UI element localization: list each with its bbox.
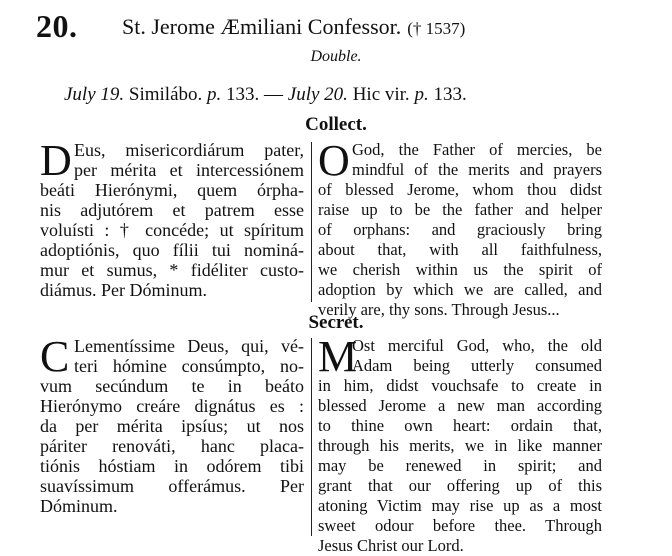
ref-date-2: July 20.	[287, 84, 348, 105]
ref-page-1: 133. —	[221, 84, 288, 105]
text-line: Hierónymo creáre dignátus es :	[40, 396, 304, 416]
text-line: in him, didst vouchsafe to create in	[318, 376, 602, 395]
text-line: we cherish within us the spirit of	[318, 260, 602, 279]
text-line: beáti Hierónymi, quem órpha-	[40, 180, 304, 200]
text-line: may be renewed in spirit; and	[318, 456, 602, 475]
ref-text-1: Similábo.	[124, 84, 208, 105]
ref-page-2: 133.	[428, 84, 467, 105]
text-line: verily are, thy sons. Through Jesus...	[318, 300, 560, 319]
feast-death-year: († 1537)	[407, 19, 466, 38]
secret-english-dropcap: M	[318, 332, 358, 381]
text-line: mindful of the merits and prayers	[352, 160, 602, 179]
text-line: grant that our offering up of this	[318, 476, 602, 495]
text-line: nis adjutórem et patrem esse	[40, 200, 304, 220]
text-line: Eus, misericordiárum pater,	[74, 140, 304, 160]
text-line: atoning Victim may rise up as a most	[318, 496, 602, 515]
text-line: through his merits, we in like manner	[318, 436, 602, 455]
secret-latin-dropcap: C	[40, 332, 70, 381]
text-line: vum secúndum te in beáto	[40, 376, 304, 396]
text-line: mur et sumus, * fidéliter custo-	[40, 260, 304, 280]
collect-english	[318, 136, 602, 320]
text-line: sweet odour before thee. Through	[318, 516, 602, 535]
text-line: of blessed Jerome, whom thou didst	[318, 180, 602, 199]
text-line: about that, with all faithfulness,	[318, 240, 602, 259]
mass-reference	[64, 84, 467, 106]
text-line: da per mérita ipsíus; ut nos	[40, 416, 304, 436]
secret-heading: Secret.	[308, 312, 364, 333]
secret-latin	[40, 332, 304, 516]
text-line: suavíssimum offerámus. Per	[40, 476, 304, 496]
collect-column-divider	[311, 142, 312, 302]
text-line: blessed Jerome a new man according	[318, 396, 602, 415]
text-line: per mérita et intercessiónem	[74, 160, 304, 180]
collect-english-dropcap: O	[318, 136, 350, 185]
text-line: of orphans: and graciously bring	[318, 220, 602, 239]
text-line: adoption by which we are called, and	[318, 280, 602, 299]
text-line: diámus. Per Dóminum.	[40, 280, 207, 300]
collect-heading: Collect.	[305, 114, 367, 135]
text-line: Adam being utterly consumed	[352, 356, 602, 375]
ref-date-1: July 19.	[64, 84, 125, 105]
feast-header	[0, 0, 672, 65]
text-line: voluísti : † concéde; ut spíritum	[40, 220, 304, 240]
collect-latin-dropcap: D	[40, 136, 72, 185]
secret-english	[318, 332, 602, 556]
text-line: páriter renováti, hanc placa-	[40, 436, 304, 456]
ref-text-2: Hic vir.	[347, 84, 415, 105]
feast-rank: Double.	[310, 48, 362, 65]
text-line: God, the Father of mercies, be	[352, 140, 602, 159]
text-line: to thine own heart: ordain that,	[318, 416, 602, 435]
text-line: Dóminum.	[40, 496, 118, 516]
text-line: tiónis hóstiam in odórem tibi	[40, 456, 304, 476]
text-line: teri hómine consúmpto, no-	[74, 356, 304, 376]
feast-title: St. Jerome Æmiliani Confessor.	[122, 14, 402, 39]
ref-p-1: p.	[207, 84, 222, 105]
ref-p-2: p.	[414, 84, 429, 105]
text-line: adoptiónis, quo fílii tui nominá-	[40, 240, 304, 260]
feast-number: 20.	[36, 8, 78, 44]
secret-column-divider	[311, 338, 312, 536]
feast-title-line	[122, 14, 465, 40]
text-line: raise up to be the father and helper	[318, 200, 602, 219]
collect-latin	[40, 136, 304, 300]
text-line: Jesus Christ our Lord.	[318, 536, 464, 555]
text-line: Lementíssime Deus, qui, vé-	[74, 336, 304, 356]
text-line: Ost merciful God, who, the old	[352, 336, 602, 355]
